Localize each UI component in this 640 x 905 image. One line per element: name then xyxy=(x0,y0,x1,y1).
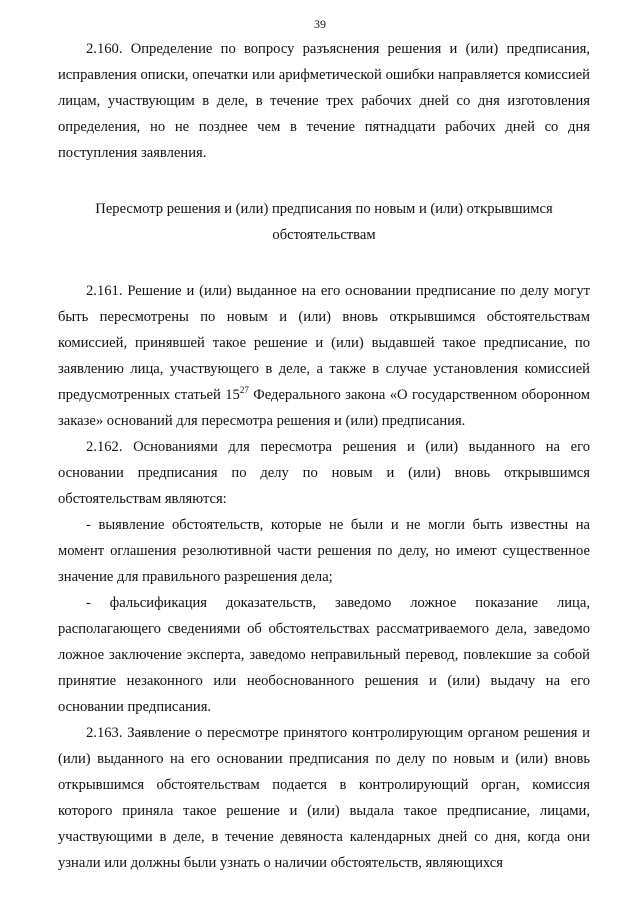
paragraph-2-162: 2.162. Основаниями для пересмотра решения и (или) выданного на его основании предписания по делу по новым и (или) вновь открывшимся обстоятельствам являются: xyxy=(58,439,590,507)
paragraph-2-163: 2.163. Заявление о пересмотре принятого контролирующим органом решения и (или) выданного на его основании предписания по делу по новым и (или) вновь открывшимся обстоятельствам подается в контролирующий орган, комиссия которого приняла такое решение и (или) выдала такое предписание, лицами, участвующими в деле, в течение девяноста календарных дней со дня, когда они узнали или должны были узнать о наличии обстоятельств, являющихся xyxy=(58,725,590,871)
paragraph-2-161-text-after: Федерального закона «О государственном оборонном заказе» оснований для пересмотра решения и (или) предписания. xyxy=(58,387,590,429)
paragraph-2-161 xyxy=(58,278,590,434)
paragraph-2-160: 2.160. Определение по вопросу разъяснения решения и (или) предписания, исправления описки, опечатки или арифметической ошибки направляется комиссией лицам, участвующим в деле, в течение трех рабочих дней со дня изготовления определения, но не позднее чем в течение пятнадцати рабочих дней со дня поступления заявления. xyxy=(58,41,590,161)
list-item-1: - выявление обстоятельств, которые не были и не могли быть известны на момент оглашения резолютивной части решения по делу, но имеют существенное значение для правильного разрешения дела; xyxy=(58,517,590,585)
paragraph-2-161-text-before: 2.161. Решение и (или) выданное на его основании предписание по делу могут быть пересмотрены по новым и (или) вновь открывшимся обстоятельствам комиссией, принявшей такое решение и (или) выдавшей такое предписание, по заявлению лица, участвующего в деле, а также в случае установления комиссией предусмотренных статьей 15 xyxy=(58,283,590,403)
article-superscript: 27 xyxy=(239,385,249,396)
page-number: 39 xyxy=(314,17,326,31)
spacer xyxy=(58,248,590,278)
document-body xyxy=(58,36,590,876)
section-heading: Пересмотр решения и (или) предписания по новым и (или) открывшимся обстоятельствам xyxy=(95,201,553,243)
spacer xyxy=(58,166,590,196)
list-item-2: - фальсификация доказательств, заведомо ложное показание лица, располагающего сведениями об обстоятельствах рассматриваемого дела, заведомо ложное заключение эксперта, заведомо неправильный перевод, повлекшие за собой принятие незаконного или необоснованного решения и (или) выдачу на его основании предписания. xyxy=(58,595,590,715)
